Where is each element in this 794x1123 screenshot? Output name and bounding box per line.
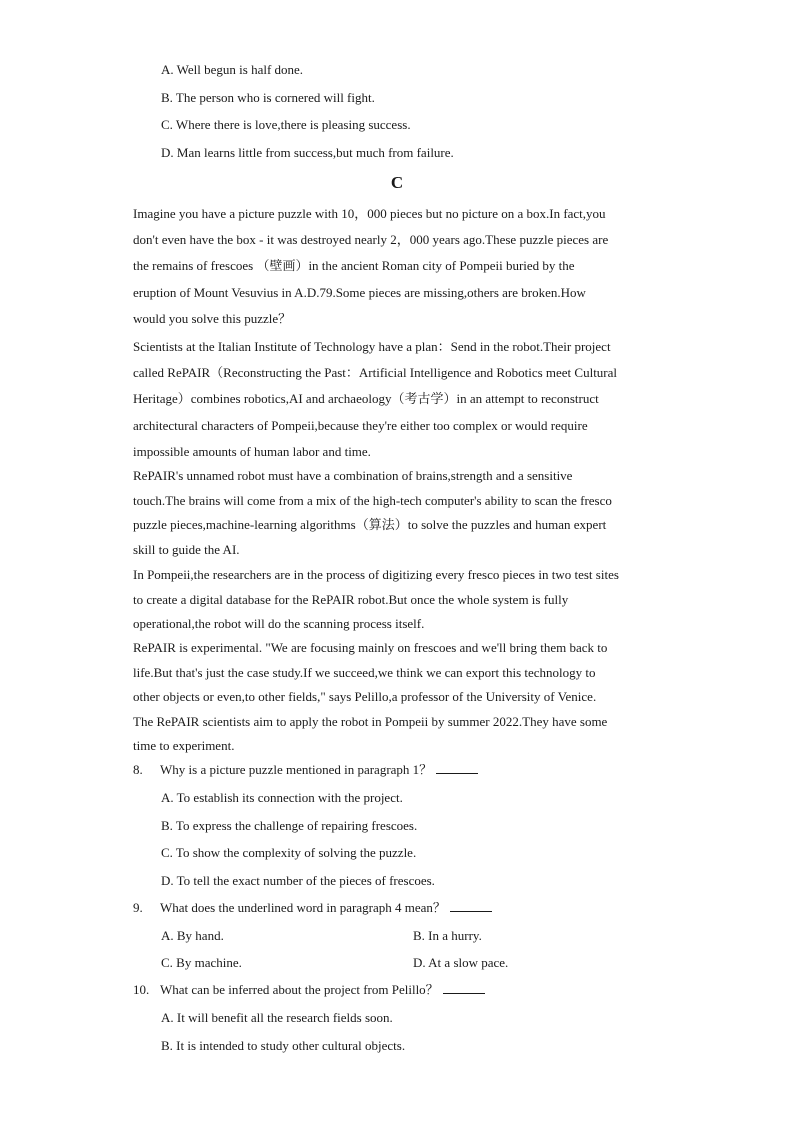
- question-text: What can be inferred about the project from Pelillo？: [160, 982, 439, 997]
- question-text: What does the underlined word in paragraph 4 mean？: [160, 900, 446, 915]
- passage-line: to create a digital database for the RePAIR robot.But once the whole system is fully: [133, 591, 569, 607]
- question-9: [133, 899, 492, 917]
- passage-line: RePAIR's unnamed robot must have a combination of brains,strength and a sensitive: [133, 468, 573, 483]
- prev-option-a: A. Well begun is half done.: [161, 62, 304, 77]
- question-number: 10.: [133, 982, 150, 997]
- prev-option-c: C. Where there is love,there is pleasing success.: [161, 117, 411, 132]
- passage-paragraph-5: [133, 636, 663, 759]
- passage-line: Imagine you have a picture puzzle with 10，000 pieces but no picture on a box.In fact,you: [133, 206, 606, 221]
- passage-line: architectural characters of Pompeii,because they're either too complex or would require: [133, 417, 588, 433]
- passage-line: don't even have the box - it was destroyed nearly 2，000 years ago.These puzzle pieces are: [133, 232, 609, 248]
- passage-paragraph-3: [133, 464, 663, 562]
- question-number: 8.: [133, 762, 143, 777]
- q9-option-d[interactable]: D. At a slow pace.: [413, 955, 509, 970]
- passage-line: In Pompeii,the researchers are in the process of digitizing every fresco pieces in two test sites: [133, 567, 619, 582]
- q9-option-c[interactable]: C. By machine.: [161, 955, 242, 970]
- question-number: 9.: [133, 900, 143, 915]
- q10-option-b[interactable]: B. It is intended to study other cultural objects.: [161, 1038, 406, 1053]
- passage-line: touch.The brains will come from a mix of the high-tech computer's ability to scan the fresco: [133, 492, 612, 508]
- passage-paragraph-1: [133, 201, 663, 332]
- passage-line: Heritage）combines robotics,AI and archaeology（考古学）in an attempt to reconstruct: [133, 391, 599, 407]
- section-title: C: [390, 173, 404, 192]
- passage-paragraph-4: [133, 563, 663, 637]
- answer-blank[interactable]: [443, 981, 485, 994]
- q8-option-b[interactable]: B. To express the challenge of repairing frescoes.: [161, 818, 418, 833]
- passage-line: eruption of Mount Vesuvius in A.D.79.Some pieces are missing,others are broken.How: [133, 284, 586, 300]
- prev-option-d: D. Man learns little from success,but much from failure.: [161, 145, 454, 160]
- q8-option-c[interactable]: C. To show the complexity of solving the puzzle.: [161, 845, 417, 860]
- question-10: [133, 981, 485, 999]
- q9-option-a[interactable]: A. By hand.: [161, 928, 224, 943]
- prev-option-b: B. The person who is cornered will fight.: [161, 90, 375, 105]
- answer-blank[interactable]: [450, 899, 492, 912]
- passage-line: Scientists at the Italian Institute of Technology have a plan：Send in the robot.Their project: [133, 339, 611, 354]
- passage-line: time to experiment.: [133, 738, 235, 753]
- passage-line: puzzle pieces,machine-learning algorithms（算法）to solve the puzzles and human expert: [133, 517, 607, 532]
- passage-line: life.But that's just the case study.If we succeed,we think we can export this technology to: [133, 664, 596, 680]
- passage-line: other objects or even,to other fields," says Pelillo,a professor of the University of Venice.: [133, 689, 597, 704]
- passage-line: impossible amounts of human labor and time.: [133, 443, 371, 459]
- q8-option-a[interactable]: A. To establish its connection with the project.: [161, 790, 403, 805]
- q9-option-b[interactable]: B. In a hurry.: [413, 928, 482, 943]
- passage-line: called RePAIR（Reconstructing the Past：Artificial Intelligence and Robotics meet Cultural: [133, 365, 618, 381]
- question-text: Why is a picture puzzle mentioned in paragraph 1？: [160, 762, 433, 777]
- answer-blank[interactable]: [436, 761, 478, 774]
- passage-line: operational,the robot will do the scanning process itself.: [133, 616, 425, 631]
- q8-option-d[interactable]: D. To tell the exact number of the pieces of frescoes.: [161, 873, 435, 888]
- passage-line: skill to guide the AI.: [133, 541, 240, 557]
- passage-line: RePAIR is experimental. "We are focusing mainly on frescoes and we'll bring them back to: [133, 640, 608, 655]
- passage-line: the remains of frescoes （壁画）in the ancient Roman city of Pompeii buried by the: [133, 258, 575, 274]
- passage-paragraph-2: [133, 334, 663, 463]
- q10-option-a[interactable]: A. It will benefit all the research fields soon.: [161, 1010, 393, 1025]
- question-8: [133, 761, 478, 779]
- passage-line: would you solve this puzzle？: [133, 310, 292, 326]
- passage-line: The RePAIR scientists aim to apply the robot in Pompeii by summer 2022.They have some: [133, 713, 608, 729]
